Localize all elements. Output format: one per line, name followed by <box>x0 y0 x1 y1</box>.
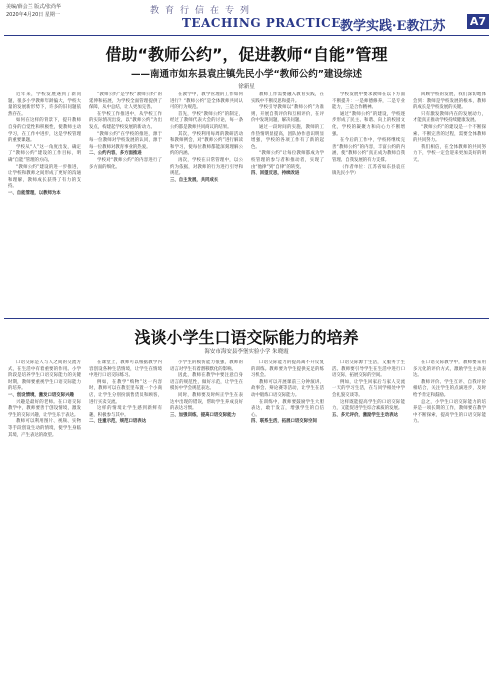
paragraph: 通过一段时间的实施，教师的工作热情明显提高，团队协作意识明显增强，学校的各项工作有了新的起色。 <box>251 124 324 150</box>
section-heading: 四、联系生活，拓展口语交际空间 <box>251 419 317 425</box>
article2-column <box>332 360 405 680</box>
section-heading: 五、多元评价，激励学生主动表达 <box>332 412 398 418</box>
article1-author: 徐新星 <box>238 84 255 90</box>
paragraph: “教师公约”建设的进一步推进，让学校和教师之间形成了更好的沟通和理解，教师成长获得了有力的支持。 <box>8 164 81 190</box>
section-heading: 四、回望反思，持续改进 <box>251 171 300 177</box>
paragraph: 其次，学校利用每周的教研活动和教师例会，对“教师公约”进行解读和学习，使每位教师都能深刻理解公约的内涵。 <box>170 131 243 157</box>
paragraph: 口语交际是人与人之间的交流方式，在生活中有着重要的作用。小学阶段是培养学生口语交际能力的关键时期，教师要重视学生口语交际能力的培养。 <box>8 360 81 392</box>
paragraph: 同时，教师要及时纠正学生在表达中出现的错误，帮助学生养成良好的表达习惯。 <box>170 392 243 412</box>
header-divider <box>4 35 489 36</box>
paragraph: 学校发展中要求教师在以下方面不断提升：一是师德修养，二是专业能力，三是合作精神。 <box>332 92 405 111</box>
section-heading: 三、加强训练，提高口语交际能力 <box>170 412 236 418</box>
paragraph: （作者单位：江苏省如东县袁庄镇先民小学） <box>332 164 405 177</box>
deco-char: 行 <box>180 6 192 16</box>
paragraph: 教师工作需要融入教育实践，在实践中不断反思和提升。 <box>251 92 324 104</box>
deco-char: 育 <box>165 6 177 16</box>
paragraph: 学校从“人”这一角度出发，确定了“教师公约”建设的工作目标，明确“自能”管理的方向。 <box>8 144 81 163</box>
paragraph: 教师评价、学生互评、自我评价相结合，关注学生的点滴进步，及时给予肯定和鼓励。 <box>413 379 486 398</box>
paragraph: 口语交际源于生活，又服务于生活。教师要引导学生在生活中进行口语交际，拓展交际的空间。 <box>332 360 405 379</box>
paragraph: 小学生的模仿能力很强，教师的语言对学生有着潜移默化的影响。 <box>170 360 243 372</box>
paragraph: 因此，教师在教学中要注意自身语言的规范性，做好示范，让学生在模仿中学会规范表达。 <box>170 373 243 392</box>
article1-title: 借助“教师公约”，促进教师“自能”管理 <box>105 45 388 64</box>
article2-column <box>8 360 81 680</box>
paragraph: 例如，在教学“购物”这一内容时，教师可以在教室里布置一个小商店，让学生分别扮演售货员和顾客，进行买卖交流。 <box>89 379 162 405</box>
paragraph: 口语交际能力的提高离不开反复的训练。教师要为学生提供充足的练习机会。 <box>251 360 324 379</box>
paragraph: 这样既能提高学生的口语交际能力，又能促进学生综合素质的发展。 <box>332 399 405 412</box>
paragraph: “教师公约”在学校的推进，源于每一位教师对学校发展的认同，源于每一位教师对教育事业的热爱。 <box>89 131 162 150</box>
article1-column <box>413 92 486 312</box>
section-heading: 三、自主发展，共同成长 <box>170 177 219 183</box>
page-meta <box>6 3 61 19</box>
deco-char: 专 <box>225 6 237 16</box>
article1-body <box>8 92 486 312</box>
paragraph: 在教学中，教学管理的工作如何进行？“教师公约”是全体教师共同认可的行为规范。 <box>170 92 243 111</box>
section-title-en: TEACHING PRACTICE <box>182 16 341 30</box>
article2-column <box>89 360 162 680</box>
article1-column <box>332 92 405 312</box>
section-heading: 一、自能管理，以教师为本 <box>8 190 61 196</box>
article1-column <box>8 92 81 312</box>
paragraph: 学校对“教师公约”的内容进行了多方面的细化。 <box>89 157 162 170</box>
paragraph: 学校引导教师以“教师公约”为准则，开展自我评价和互相评价，在评价中发现问题，解决问题。 <box>251 105 324 124</box>
article2-column <box>413 360 486 680</box>
paragraph: 我们相信，在全体教师的共同努力下，学校一定会迎来更加美好的明天。 <box>413 144 486 163</box>
page-number: A7 <box>467 14 489 29</box>
article1-column <box>170 92 243 312</box>
article-divider <box>4 318 489 319</box>
paragraph: 兴趣是最好的老师。在口语交际教学中，教师要善于创设情境，激发学生的交际兴趣，让学生乐于表达。 <box>8 399 81 418</box>
article2-column <box>251 360 324 680</box>
article2-author: 海安市海安县李堡实验小学 朱晓霞 <box>204 349 289 355</box>
paragraph: 通过“教师公约”的建设，学校逐步形成了民主、和谐、向上的校园文化，学校的凝聚力和向心力不断增强。 <box>332 111 405 137</box>
paragraph: 再次，学校在日常管理中，以公约为依据，对教师的行为进行引导和规范。 <box>170 157 243 177</box>
paragraph: “教师公约”让每位教师都成为学校管理的参与者和推动者，实现了由“他律”到“自律”的转变。 <box>251 151 324 170</box>
editor-line: 美编/薛会兰 版式/张尚华 <box>6 4 61 10</box>
masthead-deco-chars <box>150 3 252 16</box>
paragraph: 只有激发教师内在的发展动力，才能真正推动学校持续健康发展。 <box>413 111 486 124</box>
paragraph: 在课堂上，教师可以根据教学内容创设各种生活情境，让学生在情境中进行口语交际练习。 <box>89 360 162 379</box>
deco-char: 信 <box>195 6 207 16</box>
article1-column <box>251 92 324 312</box>
paragraph: 近年来，学校发展遇到了新问题，很多小学教师年龄偏大，学校大量的发展新形势下，许多的旧问题依然存在。 <box>8 92 81 117</box>
paragraph: 首先，学校“教师公约”的制定，经过了教师代表大会的讨论，每一条公约都是教师共同商议的结果。 <box>170 111 243 130</box>
section-heading: 二、公约内容，多方面推进 <box>89 151 142 157</box>
paragraph: 在口语交际教学中，教师要采用多元化的评价方式，激励学生主动表达。 <box>413 360 486 379</box>
section-heading: 一、创设情境，激发口语交际兴趣 <box>8 392 74 398</box>
article2-column <box>170 360 243 680</box>
masthead <box>0 0 493 36</box>
deco-char: 教 <box>150 6 162 16</box>
article2-body <box>8 360 486 680</box>
paragraph: 这样的情境让学生感到新鲜有趣，积极参与其中。 <box>89 406 162 418</box>
paragraph: 在学校工作推进中，从学校工作的实际情况出发，以“教师公约”为出发点，构建起学校发展的新动力。 <box>89 111 162 130</box>
date-line: 2020年4月20日 星期一 <box>6 12 60 18</box>
paragraph: 教师可以利用图片、视频、实物等手段创设生动的情境，使学生身临其境，产生表达的欲望。 <box>8 419 81 438</box>
paragraph: 如何在这样的背景下，提升教师自身的自觉性和积极性，使教师主动学习，在工作中进步，这是学校管理的重要课题。 <box>8 118 81 144</box>
paragraph: 回顾学校的发展，我们深切地体会到：教师是学校发展的根本，教师的成长是学校发展的关键。 <box>413 92 486 111</box>
paragraph: 教师可以开展课前三分钟演讲、故事会、辩论赛等活动，让学生在活动中锻炼口语交际能力。 <box>251 379 324 398</box>
paragraph: 在训练中，教师要鼓励学生大胆表达，敢于发言，增强学生的自信心。 <box>251 399 324 418</box>
paragraph: 例如，让学生回家后与家人交流一天的学习生活，在与同学相处中学会礼貌交谈等。 <box>332 379 405 398</box>
deco-char: 在 <box>210 6 222 16</box>
paragraph: 总之，小学生口语交际能力的培养是一项长期的工作，教师要在教学中不断探索，提高学生的口语交际能力。 <box>413 399 486 425</box>
deco-char: 列 <box>240 6 252 16</box>
section-heading: 二、注重示范，规范口语表达 <box>89 419 147 425</box>
section-title-cn: 教学实践·E教江苏 <box>340 19 446 34</box>
paragraph: 在今后的工作中，学校将继续完善“教师公约”的内容，丰富公约的内涵，使“教师公约”真正成为教师自我管理、自我发展的有力支撑。 <box>332 138 405 163</box>
article2-title: 浅谈小学生口语交际能力的培养 <box>134 328 359 347</box>
article1-subtitle: ——南通市如东县袁庄镇先民小学“教师公约”建设综述 <box>131 69 362 80</box>
paragraph: “教师公约”的建设是一个不断探索、不断完善的过程，需要全体教师的共同努力。 <box>413 124 486 144</box>
article1-column <box>89 92 162 312</box>
paragraph: “教师公约”是学校“教师公约”的延伸和拓展，为学校全面管理提供了保障，从中总结，让人更加完善。 <box>89 92 162 111</box>
